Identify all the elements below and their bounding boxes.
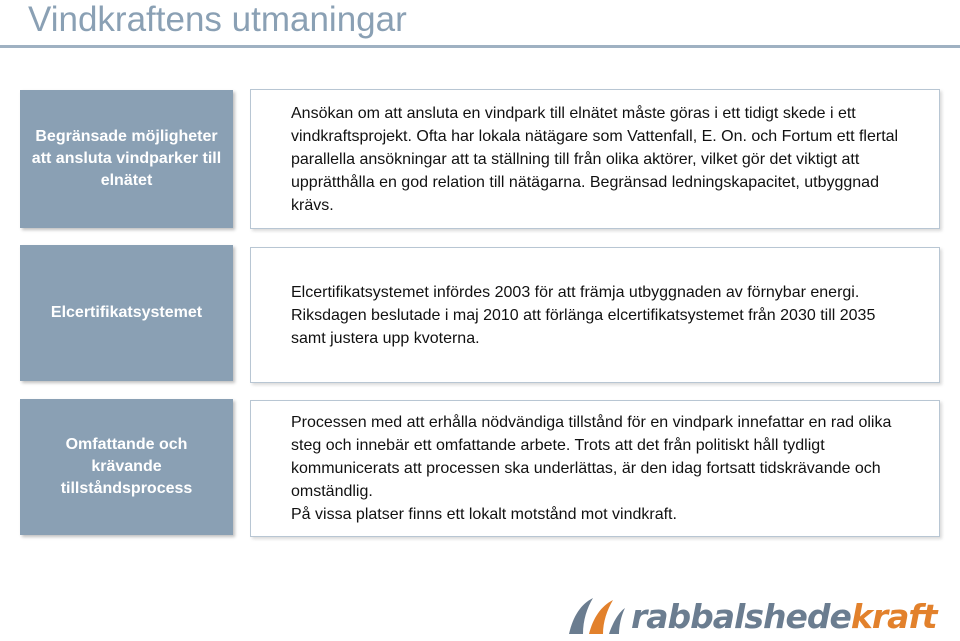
row-text-elcertifikat xyxy=(250,247,940,383)
logo-text-accent: kraft xyxy=(850,596,937,636)
company-logo xyxy=(563,592,943,640)
row-text-permit-process xyxy=(250,400,940,537)
row-text-grid-connection xyxy=(250,89,940,229)
row-paragraph: På vissa platser finns ett lokalt motstånd mot vindkraft. xyxy=(291,506,677,523)
row-label-grid-connection xyxy=(20,90,233,228)
logo-wordmark xyxy=(631,597,937,636)
page-title: Vindkraftens utmaningar xyxy=(28,0,407,39)
logo-text-main: rabbalshede xyxy=(631,596,851,636)
row-paragraph: Elcertifikatsystemet infördes 2003 för att främja utbyggnaden av förnybar energi. Riksdagen beslutade i maj 2010 att förlänga elcertifikatsystemet från 2030 till 2035 samt justera upp kvoterna. xyxy=(291,283,876,347)
row-label-text: Begränsade möjligheter att ansluta vindparker till elnätet xyxy=(31,128,222,189)
row-paragraph: Ansökan om att ansluta en vindpark till elnätet måste göras i ett tidigt skede i ett vindkraftsprojekt. Ofta har lokala nätägare som Vattenfall, E. On. och Fortum ett flertal parallella ansökningar att ta ställning till från olika aktörer, vilket gör det viktigt att upprätthålla en god relation till nätägarna. Begränsad ledningskapacitet, utbyggnad krävs. xyxy=(291,104,899,214)
row-label-text: Elcertifikatsystemet xyxy=(50,304,203,321)
row-label-text: Omfattande och krävande tillståndsprocess xyxy=(60,436,193,497)
row-label-elcertifikat xyxy=(20,245,233,381)
row-paragraph: Processen med att erhålla nödvändiga tillstånd för en vindpark innefattar en rad olika steg och innebär ett omfattande arbete. Trots att det från politiskt håll tydligt kommunicerats att processen ska underlättas, är den idag fortsatt tidskrävande och omständlig. xyxy=(291,414,892,500)
title-divider xyxy=(0,45,960,48)
row-label-permit-process xyxy=(20,399,233,535)
wind-blade-logo-icon xyxy=(563,594,627,638)
